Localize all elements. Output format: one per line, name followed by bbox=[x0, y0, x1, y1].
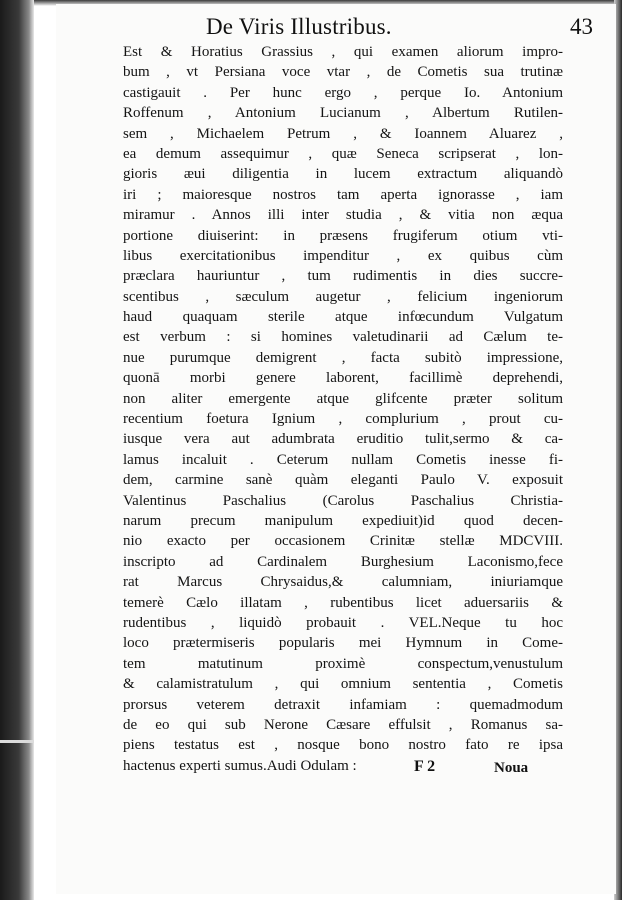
text-line: scentibus , sæculum augetur , felicium ingeniorum bbox=[123, 288, 563, 305]
body-text bbox=[123, 42, 563, 776]
text-line: non aliter emergente atque glifcente præter solitum bbox=[123, 390, 563, 407]
text-line: prorsus veterem detraxit infamiam : quemadmodum bbox=[123, 696, 563, 713]
text-line: temerè Cælo illatam , rubentibus licet aduersariis & bbox=[123, 594, 563, 611]
text-line: iusque vera aut adumbrata eruditio tulit,sermo & ca- bbox=[123, 431, 563, 448]
text-line: nue purumque demigrent , facta subitò impressione, bbox=[123, 349, 563, 366]
text-line: Valentinus Paschalius (Carolus Paschalius Christia- bbox=[123, 492, 563, 509]
book-page bbox=[56, 4, 616, 894]
text-line: recentium foetura Ignium , complurium , prout cu- bbox=[123, 411, 563, 428]
text-line: piens testatus est , nosque bono nostro fato re ipsa bbox=[123, 737, 563, 754]
text-line: miramur . Annos illi inter studia , & vitia non æqua bbox=[123, 207, 563, 224]
text-line: ea demum assequimur , quæ Seneca scripserat , lon- bbox=[123, 145, 563, 162]
text-line: bum , vt Persiana voce vtar , de Cometis sua trutinæ bbox=[123, 64, 563, 81]
text-line: iri ; maioresque nostros tam aperta ignorasse , iam bbox=[123, 186, 563, 203]
page-number: 43 bbox=[570, 14, 593, 39]
text-line: haud quaquam sterile atque infœcundum Vulgatum bbox=[123, 309, 563, 326]
margin-tab-mark bbox=[0, 740, 34, 743]
page-footer bbox=[414, 758, 564, 782]
text-line: nio exacto per occasionem Crinitæ stellæ MDCVIII. bbox=[123, 533, 563, 550]
scan-binding-shadow bbox=[0, 0, 34, 900]
text-line: tem matutinum proximè conspectum,venustulum bbox=[123, 655, 563, 672]
text-line: loco prætermiseris popularis mei Hymnum in Come- bbox=[123, 635, 563, 652]
text-line: rat Marcus Chrysaidus,& calumniam, iniuriamque bbox=[123, 574, 563, 591]
page-header bbox=[206, 14, 601, 44]
text-line: hactenus experti sumus.Audi Odulam : bbox=[123, 757, 357, 774]
text-line: Roffenum , Antonium Lucianum , Albertum Rutilen- bbox=[123, 105, 563, 122]
text-line: Est & Horatius Grassius , qui examen aliorum impro- bbox=[123, 44, 563, 60]
text-line: & calamistratulum , qui omnium sententia , Cometis bbox=[123, 676, 563, 693]
text-line: portione diuiserint: in præsens frugiferum otium vti- bbox=[123, 227, 563, 244]
text-line: rudentibus , liquidò probauit . VEL.Neque tu hoc bbox=[123, 614, 563, 631]
text-line: de eo qui sub Nerone Cæsare effulsit , Romanus sa- bbox=[123, 716, 563, 733]
running-head: De Viris Illustribus. bbox=[206, 14, 392, 39]
text-line: narum precum manipulum expediuit)id quod decen- bbox=[123, 512, 563, 529]
text-line: quonā morbi genere laborent, facillimè deprehendi, bbox=[123, 370, 563, 387]
text-line: gioris æui diligentia in lucem extractum aliquandò bbox=[123, 166, 563, 183]
text-line: inscripto ad Cardinalem Burghesium Laconismo,fece bbox=[123, 553, 563, 570]
text-line: sem , Michaelem Petrum , & Ioannem Aluarez , bbox=[123, 125, 563, 142]
catchword: Noua bbox=[494, 760, 529, 776]
text-line: lamus incaluit . Ceterum nullam Cometis inesse fi- bbox=[123, 451, 563, 468]
text-line: libus exercitationibus impenditur , ex quibus cùm bbox=[123, 247, 563, 264]
text-line: dem, carmine sanè quàm eleganti Paulo V. exposuit bbox=[123, 472, 563, 489]
text-line: præclara hauriuntur , tum rudimentis in dies succre- bbox=[123, 268, 563, 285]
text-line: est verbum : si homines valetudinarii ad Cælum te- bbox=[123, 329, 563, 346]
signature-mark: F 2 bbox=[414, 758, 436, 775]
text-line: castigauit . Per hunc ergo , perque Io. Antonium bbox=[123, 84, 563, 101]
